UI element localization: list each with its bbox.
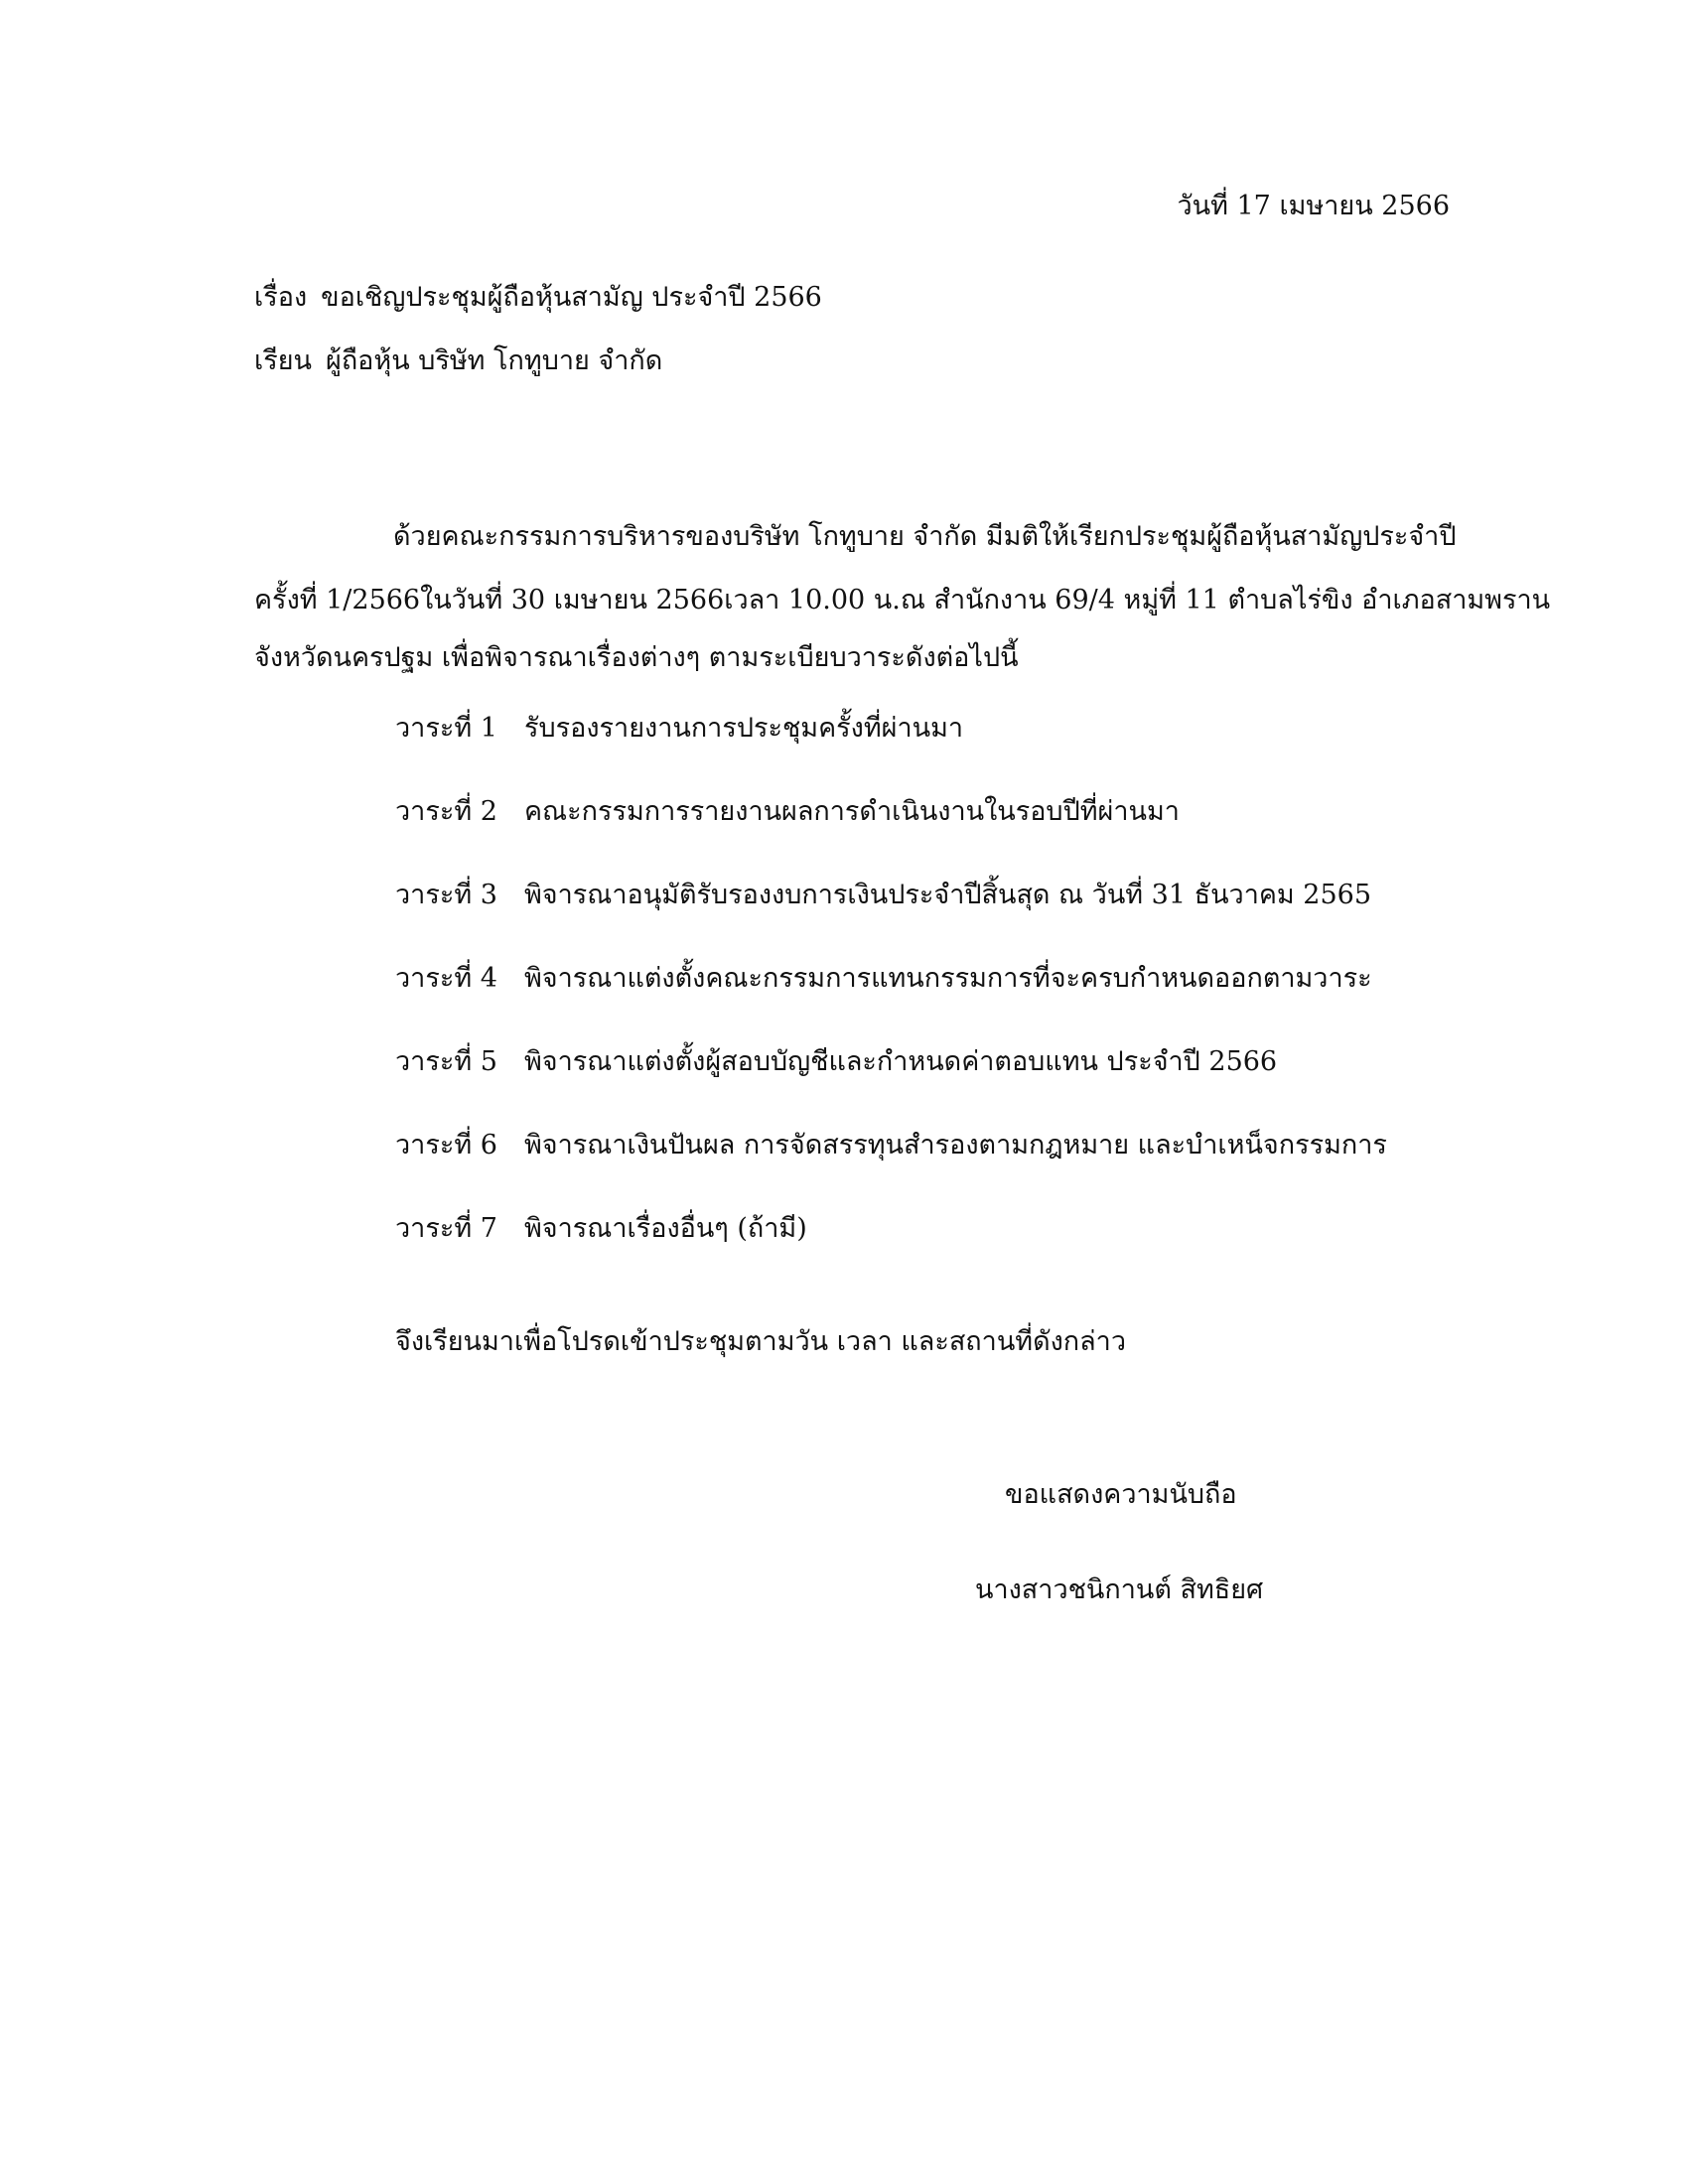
closing-line: จึงเรียนมาเพื่อโปรดเข้าประชุมตามวัน เวลา และสถานที่ดังกล่าว — [395, 1326, 1127, 1357]
salutation-label: เรียน — [254, 345, 313, 376]
body-line-2: ครั้งที่ 1/2566ในวันที่ 30 เมษายน 2566เวลา 10.00 น.ณ สำนักงาน 69/4 หมู่ที่ 11 ตำบลไร่ขิง อำเภอสามพราน — [254, 585, 1551, 615]
agenda-number: วาระที่ 2 — [395, 796, 497, 827]
agenda-list — [395, 713, 1448, 1297]
agenda-number: วาระที่ 7 — [395, 1213, 497, 1244]
letter-date: วันที่ 17 เมษายน 2566 — [1177, 191, 1450, 221]
subject-line — [254, 282, 822, 314]
subject-text: ขอเชิญประชุมผู้ถือหุ้นสามัญ ประจำปี 2566 — [321, 282, 822, 313]
agenda-text: พิจารณาแต่งตั้งคณะกรรมการแทนกรรมการที่จะครบกำหนดออกตามวาระ — [524, 963, 1372, 994]
body-line-3: จังหวัดนครปฐม เพื่อพิจารณาเรื่องต่างๆ ตามระเบียบวาระดังต่อไปนี้ — [254, 642, 1019, 673]
agenda-number: วาระที่ 1 — [395, 713, 497, 744]
signer-name: นางสาวชนิกานต์ สิทธิยศ — [975, 1574, 1264, 1605]
agenda-text: คณะกรรมการรายงานผลการดำเนินงานในรอบปีที่ผ่านมา — [524, 796, 1180, 827]
agenda-text: พิจารณาแต่งตั้งผู้สอบบัญชีและกำหนดค่าตอบแทน ประจำปี 2566 — [524, 1046, 1278, 1077]
agenda-item — [395, 713, 1448, 796]
agenda-number: วาระที่ 6 — [395, 1130, 497, 1160]
agenda-item — [395, 796, 1448, 880]
agenda-number: วาระที่ 3 — [395, 880, 497, 910]
agenda-item — [395, 963, 1448, 1046]
salutation-line — [254, 345, 662, 377]
agenda-number: วาระที่ 4 — [395, 963, 497, 994]
body-line-1: ด้วยคณะกรรมการบริหารของบริษัท โกทูบาย จำกัด มีมติให้เรียกประชุมผู้ถือหุ้นสามัญประจำปี — [393, 521, 1457, 552]
agenda-item — [395, 1046, 1448, 1130]
agenda-item — [395, 1130, 1448, 1213]
agenda-number: วาระที่ 5 — [395, 1046, 497, 1077]
agenda-item — [395, 1213, 1448, 1297]
salutation-text: ผู้ถือหุ้น บริษัท โกทูบาย จำกัด — [326, 345, 663, 376]
agenda-text: พิจารณาเงินปันผล การจัดสรรทุนสำรองตามกฎหมาย และบำเหน็จกรรมการ — [524, 1130, 1387, 1160]
agenda-text: รับรองรายงานการประชุมครั้งที่ผ่านมา — [524, 713, 964, 744]
agenda-text: พิจารณาอนุมัติรับรองงบการเงินประจำปีสิ้นสุด ณ วันที่ 31 ธันวาคม 2565 — [524, 880, 1372, 910]
agenda-text: พิจารณาเรื่องอื่นๆ (ถ้ามี) — [524, 1213, 807, 1244]
subject-label: เรื่อง — [254, 282, 308, 313]
regards-line: ขอแสดงความนับถือ — [1005, 1479, 1237, 1510]
agenda-item — [395, 880, 1448, 963]
